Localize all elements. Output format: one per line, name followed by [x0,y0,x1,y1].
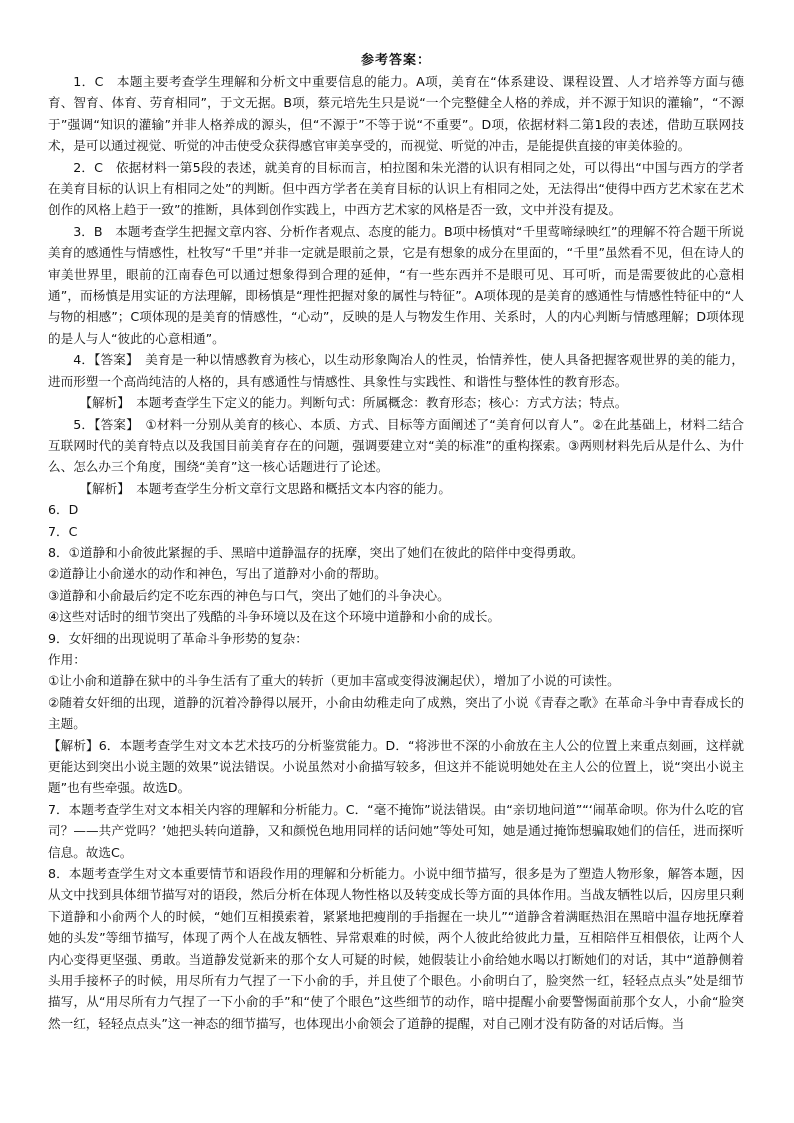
analysis-8: 8．本题考查学生对文本重要情节和语段作用的理解和分析能力。小说中细节描写，很多是为了塑造人物形象，解答本题，因从文中找到具体细节描写对的语段，然后分析在体现人物性格以及转变成长等方面的具体作用。当战友牺牲以后，囚房里只剩下道静和小俞两个人的时候，“她们互相摸索着，紧紧地把瘦削的手指握在一块儿”“道静含着满眶热泪在黑暗中温存地抚摩着她的头发”等细节描写，体现了两个人在战友牺牲、异常艰难的时候，两个人彼此给彼此力量，互相陪伴互相偎依，让两个人内心变得更坚强、勇敢。当道静发觉新来的那个女人可疑的时候，她假装让小俞给她水喝以打断她们的对话，其中“道静侧着头用手接杯子的时候，用尽所有力气捏了一下小俞的手，并且使了个眼色。小俞明白了，脸突然一红，轻轻点点头”处是细节描写，从“用尽所有力气捏了一下小俞的手”和“使了个眼色”这些细节的动作，暗中提醒小俞要警惕面前那个女人，小俞“脸突然一红，轻轻点点头”这一神态的细节描写，也体现出小俞领会了道静的提醒，对自己刚才没有防备的对话后悔。当 [48,866,744,1031]
answer-5: 5．【答案】 ①材料一分别从美育的核心、本质、方式、目标等方面阐述了“美育何以育人”。②在此基础上，材料二结合互联网时代的美育特点以及我国目前美育存在的问题，强调要建立对“美的标准”的重构探索。③两则材料先后从是什么、为什么、怎么办三个角度，围绕“美育”这一核心话题进行了论述。 [48,416,744,475]
answer-8-item-1: 8．①道静和小俞彼此紧握的手、黑暗中道静温存的抚摩，突出了她们在彼此的陪伴中变得勇敢。 [48,544,584,560]
answer-2: 2．C 依据材料一第5段的表述，就美育的目标而言，柏拉图和朱光潜的认识有相同之处，可以得出“中国与西方的学者在美育目标的认识上有相同之处”的判断。但中西方学者在美育目标的认识上有相同之处，无法得出“使得中西方艺术家在艺术创作的风格上趋于一致”的推断，具体到创作实践上，中西方艺术家的风格是否一致，文中并没有提及。 [48,159,744,218]
answer-8-item-2: ②道静让小俞递水的动作和神色，写出了道静对小俞的帮助。 [48,566,387,582]
answer-9: 9．女奸细的出现说明了革命斗争形势的复杂： [48,630,308,646]
answer-8-item-4: ④这些对话时的细节突出了残酷的斗争环境以及在这个环境中道静和小俞的成长。 [48,609,501,625]
analysis-5: 【解析】 本题考查学生分析文章行文思路和概括文本内容的能力。 [79,480,452,496]
answer-1: 1．C 本题主要考查学生理解和分析文中重要信息的能力。A项，美育在“体系建设、课程设置、人才培养等方面与德育、智育、体育、劳育相同”，于文无据。B项，蔡元培先生只是说“一个完整健全人格的养成，并不源于知识的灌输”，“不源于”强调“知识的灌输”并非人格养成的源头，但“不源于”不等于说“不重要”。D项，依据材料二第1段的表述，借助互联网技术，是可以通过视觉、听觉的冲击使受众获得感官审美享受的，而视觉、听觉的冲击，是能提供直接的审美体验的。 [48,74,744,154]
analysis-4: 【解析】 本题考查学生下定义的能力。判断句式：所属概念：教育形态；核心：方式方法；特点。 [79,395,628,411]
page-title: 参考答案： [360,53,431,68]
answer-3: 3．B 本题考查学生把握文章内容、分析作者观点、态度的能力。B项中杨慎对“千里莺啼绿映红”的理解不符合题干所说美育的感通性与情感性，杜牧写“千里”并非一定就是眼前之景，它是有想象的成分在里面的，“千里”虽然看不见，但在诗人的审美世界里，眼前的江南春色可以通过想象得到合理的延伸，“有一些东西并不是眼可见、耳可听，而是需要彼此的心意相通”，而杨慎是用实证的方法理解，即杨慎是“理性把握对象的属性与特征”。A项体现的是美育的感通性与情感性特征中的“人与物的相感”；C项体现的是美育的情感性，“心动”，反映的是人与物发生作用、关系时，人的内心判断与情感理解；D项体现的是人与人“彼此的心意相通”。 [48,223,744,346]
answer-8-item-3: ③道静和小俞最后约定不吃东西的神色与口气，突出了她们的斗争决心。 [48,587,450,603]
analysis-6: 【解析】6．本题考查学生对文本艺术技巧的分析鉴赏能力。D．“将涉世不深的小俞放在主人公的位置上来重点刻画，这样就更能达到突出小说主题的效果”说法错误。小说虽然对小俞描写较多，但这并不能说明她处在主人公的位置上，说“突出小说主题”也有些牵强。故选D。 [48,737,744,796]
answer-4: 4．【答案】 美育是一种以情感教育为核心，以生动形象陶冶人的性灵，怡情养性，使人具备把握客观世界的美的能力，进而形塑一个高尚纯洁的人格的，具有感通性与情感性、具象性与实践性、和谐性与整体性的教育形态。 [48,352,744,389]
answer-7: 7．C [48,523,78,539]
answer-9-item-2: ②随着女奸细的出现，道静的沉着冷静得以展开，小俞由幼稚走向了成熟，突出了小说《青春之歌》在革命斗争中青春成长的主题。 [48,694,744,732]
answer-9-item-1: ①让小俞和道静在狱中的斗争生活有了重大的转折（更加丰富或变得波澜起伏），增加了小说的可读性。 [48,673,620,689]
answer-9-label: 作用： [48,651,86,667]
analysis-7: 7．本题考查学生对文本相关内容的理解和分析能力。C．“毫不掩饰”说法错误。由“亲切地问道”“‘闹革命呗。你为什么吃的官司？——共产党吗？’她把头转向道静，又和颜悦色地用同样的话问她”等处可知，她是通过掩饰想骗取她们的信任，进而探听信息。故选C。 [48,801,744,860]
answer-6: 6．D [48,502,79,518]
